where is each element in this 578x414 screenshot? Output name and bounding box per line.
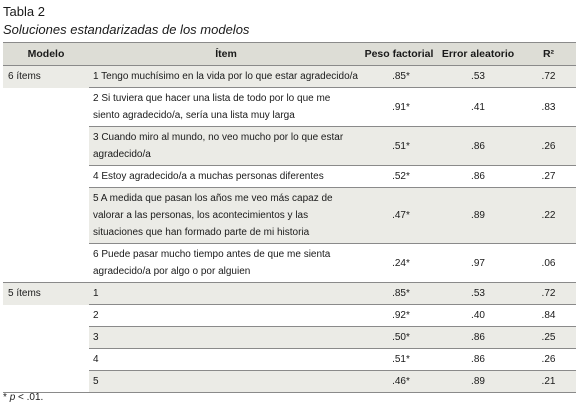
cell-item: 2 Si tuviera que hacer una lista de todo por lo que me siento agradecido/a, sería una lista muy larga [89, 88, 363, 127]
note-p: p [9, 392, 16, 403]
cell-model [3, 305, 89, 327]
cell-peso: .47* [363, 188, 435, 244]
cell-peso: .50* [363, 327, 435, 349]
cell-peso: .91* [363, 88, 435, 127]
header-row [3, 43, 576, 66]
cell-item: 1 Tengo muchísimo en la vida por lo que estar agradecido/a [89, 66, 363, 88]
header-r2: R² [521, 43, 576, 66]
cell-item: 6 Puede pasar mucho tiempo antes de que me sienta agradecido/a por algo o por alguien [89, 244, 363, 283]
table-row [3, 327, 576, 349]
table-note [3, 392, 43, 403]
cell-r2: .84 [521, 305, 576, 327]
standardized-solutions-table [3, 42, 576, 393]
cell-item: 1 [89, 283, 363, 305]
cell-model: 5 ítems [3, 283, 89, 305]
cell-item: 5 A medida que pasan los años me veo más capaz de valorar a las personas, los acontecimientos y las situaciones que han formado parte de mi historia [89, 188, 363, 244]
cell-peso: .85* [363, 66, 435, 88]
cell-r2: .83 [521, 88, 576, 127]
cell-error: .53 [435, 66, 521, 88]
cell-error: .53 [435, 283, 521, 305]
cell-error: .89 [435, 371, 521, 393]
cell-r2: .27 [521, 166, 576, 188]
note-rest: < .01. [15, 392, 44, 403]
cell-item: 3 Cuando miro al mundo, no veo mucho por lo que estar agradecido/a [89, 127, 363, 166]
table-row [3, 283, 576, 305]
cell-peso: .24* [363, 244, 435, 283]
table-row [3, 305, 576, 327]
cell-r2: .25 [521, 327, 576, 349]
cell-r2: .72 [521, 66, 576, 88]
cell-peso: .51* [363, 349, 435, 371]
cell-model [3, 166, 89, 188]
cell-error: .89 [435, 188, 521, 244]
cell-model [3, 127, 89, 166]
cell-model [3, 88, 89, 127]
cell-model: 6 ítems [3, 66, 89, 88]
cell-error: .86 [435, 327, 521, 349]
table-row [3, 371, 576, 393]
cell-error: .97 [435, 244, 521, 283]
header-error: Error aleatorio [435, 43, 521, 66]
cell-item: 2 [89, 305, 363, 327]
cell-r2: .72 [521, 283, 576, 305]
table-row [3, 244, 576, 283]
table-title: Tabla 2 [3, 4, 45, 19]
cell-item: 5 [89, 371, 363, 393]
cell-r2: .21 [521, 371, 576, 393]
cell-item: 4 [89, 349, 363, 371]
cell-model [3, 349, 89, 371]
table-subtitle: Soluciones estandarizadas de los modelos [3, 22, 250, 37]
table-row [3, 349, 576, 371]
cell-r2: .26 [521, 127, 576, 166]
cell-error: .86 [435, 166, 521, 188]
table-row [3, 66, 576, 88]
cell-peso: .85* [363, 283, 435, 305]
header-peso: Peso factorial [363, 43, 435, 66]
cell-r2: .22 [521, 188, 576, 244]
cell-error: .86 [435, 127, 521, 166]
table-row [3, 188, 576, 244]
cell-model [3, 188, 89, 244]
header-model: Modelo [3, 43, 89, 66]
cell-peso: .52* [363, 166, 435, 188]
cell-r2: .26 [521, 349, 576, 371]
table-body [3, 66, 576, 393]
table-row [3, 166, 576, 188]
cell-error: .41 [435, 88, 521, 127]
cell-peso: .46* [363, 371, 435, 393]
cell-error: .40 [435, 305, 521, 327]
note-star: * [3, 392, 7, 403]
cell-item: 4 Estoy agradecido/a a muchas personas diferentes [89, 166, 363, 188]
cell-model [3, 327, 89, 349]
table-row [3, 88, 576, 127]
cell-model [3, 244, 89, 283]
cell-model [3, 371, 89, 393]
table-row [3, 127, 576, 166]
header-item: Ítem [89, 43, 363, 66]
cell-peso: .51* [363, 127, 435, 166]
cell-error: .86 [435, 349, 521, 371]
cell-r2: .06 [521, 244, 576, 283]
cell-peso: .92* [363, 305, 435, 327]
cell-item: 3 [89, 327, 363, 349]
